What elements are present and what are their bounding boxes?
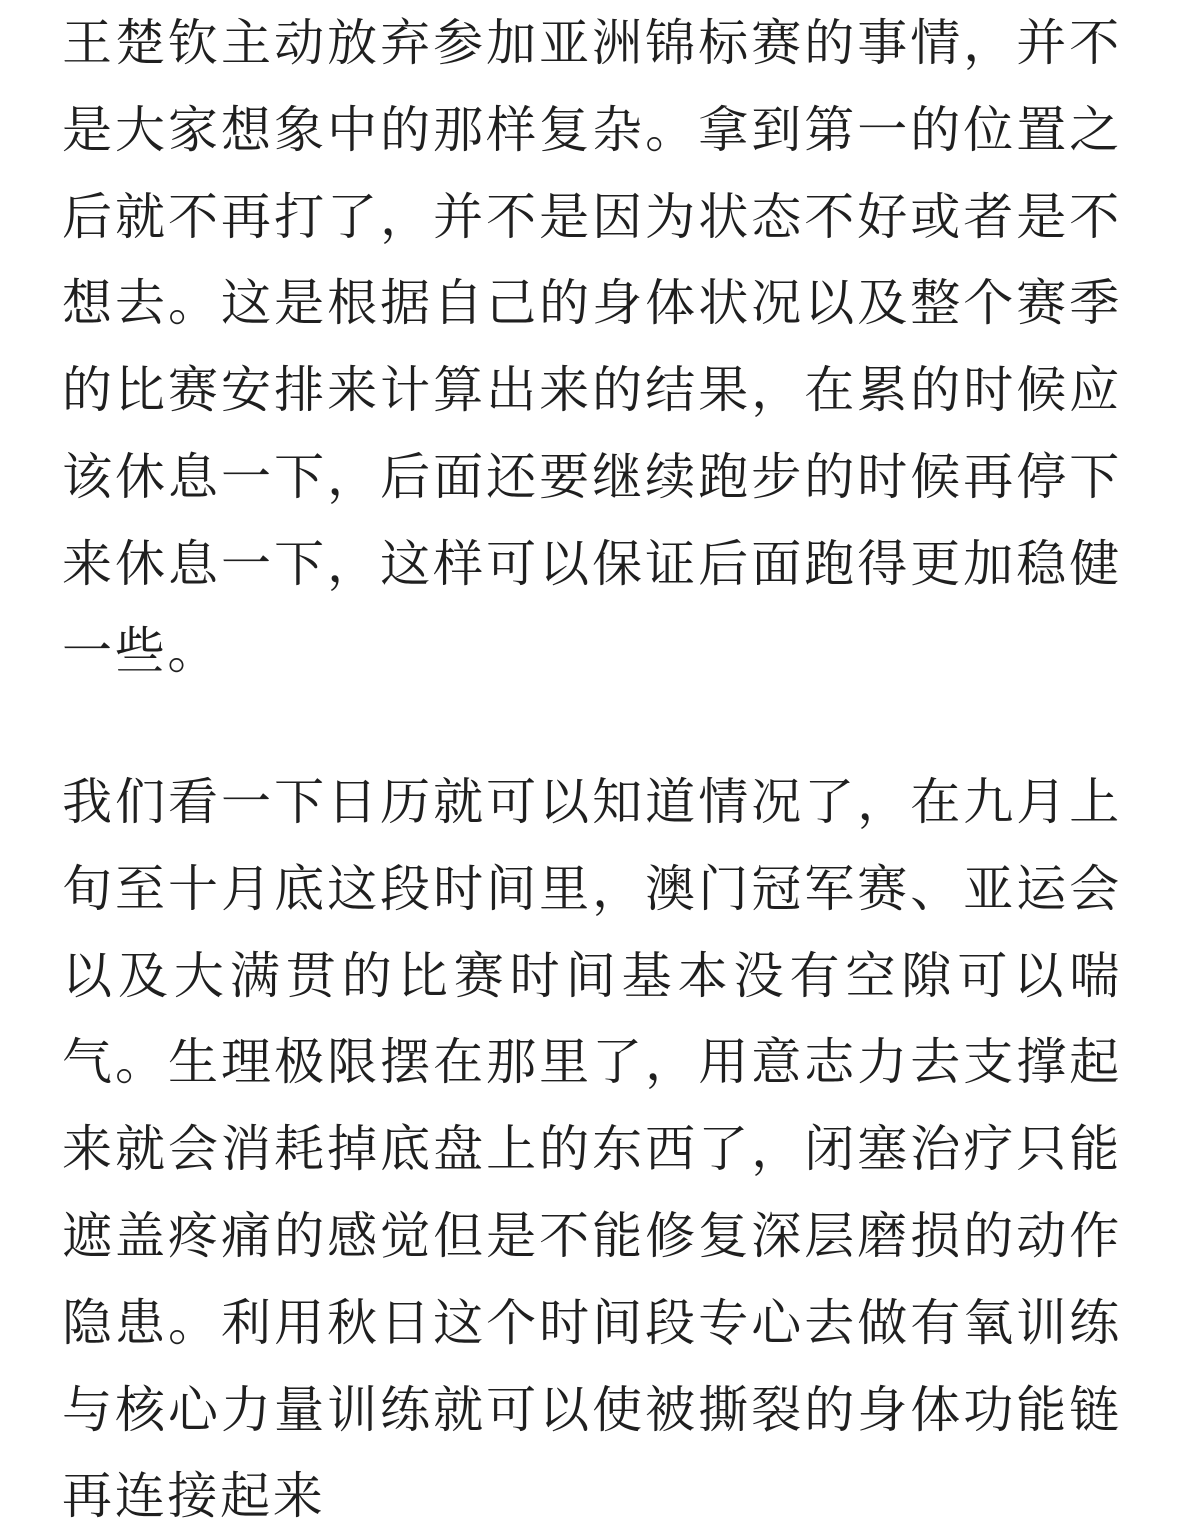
article-paragraph: 我们看一下日历就可以知道情况了，在九月上旬至十月底这段时间里，澳门冠军赛、亚运会以及大满贯的比赛时间基本没有空隙可以喘气。生理极限摆在那里了，用意志力去支撑起来就会消耗掉底盘上的东西了，闭塞治疗只能遮盖疼痛的感觉但是不能修复深层磨损的动作隐患。利用秋日这个时间段专心去做有氧训练与核心力量训练就可以使被撕裂的身体功能链再连接起来 xyxy=(62,773,1122,1526)
article-paragraph: 王楚钦主动放弃参加亚洲锦标赛的事情，并不是大家想象中的那样复杂。拿到第一的位置之后就不再打了，并不是因为状态不好或者是不想去。这是根据自己的身体状况以及整个赛季的比赛安排来计算出来的结果，在累的时候应该休息一下，后面还要继续跑步的时候再停下来休息一下，这样可以保证后面跑得更加稳健一些。 xyxy=(62,14,1122,680)
